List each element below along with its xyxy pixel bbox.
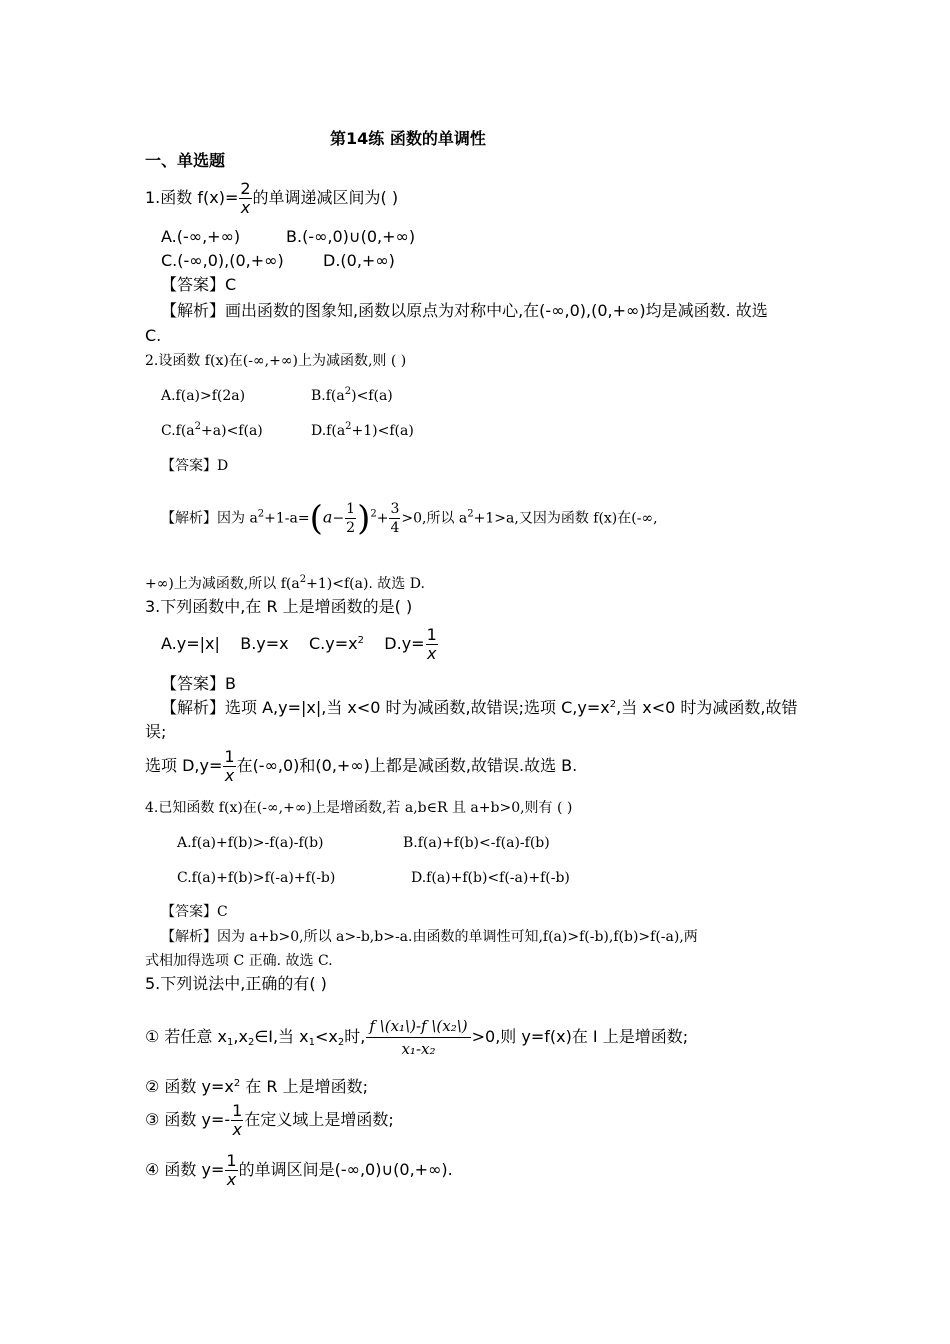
left-paren-icon: ( (309, 498, 323, 539)
q1-frac-num: 2 (240, 179, 251, 198)
q1-stem-prefix: 1.函数 f(x)= (145, 188, 239, 207)
q2-option-b (311, 385, 393, 407)
q3-option-d (384, 625, 438, 663)
q5-s4-b: 的单调区间是(-∞,0)∪(0,+∞). (238, 1160, 453, 1179)
q1-option-a: A.(-∞,+∞) (161, 227, 241, 246)
q2-frac34-den: 4 (390, 520, 400, 536)
q2-optc-b: +a)<f(a) (201, 423, 263, 439)
q3-an-e: 在(-∞,0)和(0,+∞)上都是减函数,故错误.故选 B. (236, 756, 578, 775)
q4-answer: 【答案】C (161, 904, 228, 920)
q2-frac34-num: 3 (390, 501, 400, 517)
q4-option-c: C.f(a)+f(b)>f(-a)+f(-b) (177, 870, 336, 886)
q5-stem: 5.下列说法中,正确的有( ) (145, 974, 327, 993)
q2-analysis-line1 (161, 500, 658, 537)
q4-analysis-line2: 式相加得选项 C 正确. 故选 C. (145, 953, 333, 969)
q5-s1-a: ① 若任意 x (145, 1027, 227, 1046)
q2-optd-b: +1)<f(a) (351, 423, 414, 439)
q1-stem-suffix: 的单调递减区间为( ) (252, 188, 399, 207)
q5-statement-4 (145, 1152, 453, 1189)
q3-an-d: 选项 D,y= (145, 756, 223, 775)
q2-option-c (161, 420, 263, 442)
q5-s4-num: 1 (226, 1151, 237, 1170)
q3-options (161, 626, 439, 663)
q3-option-b: B.y=x (240, 634, 289, 653)
q2-an-sq1: 2 (257, 508, 265, 520)
q5-s2-a: ② 函数 y=x (145, 1077, 234, 1096)
q2-paren-a: a (322, 507, 333, 527)
q2-optb-a: B.f(a (311, 388, 345, 404)
q1-stem (145, 180, 398, 217)
q5-s2-b: 在 R 上是增函数; (240, 1077, 369, 1096)
q5-statement-3 (145, 1102, 394, 1139)
q3-an-sq: 2 (609, 699, 617, 710)
q1-analysis-line2: C. (145, 326, 162, 345)
q5-s1-e: 时, (344, 1027, 366, 1046)
q5-s1-fraction (366, 1015, 470, 1060)
q1-frac-den: x (240, 198, 251, 217)
q3-an-b: ,当 x<0 时为减函数,故错 (616, 698, 798, 717)
q5-statement-2 (145, 1076, 368, 1098)
q5-s1-b: ,x (233, 1027, 248, 1046)
q2-an-c: >0,所以 a (401, 510, 468, 527)
q1-option-c: C.(-∞,0),(0,+∞) (161, 251, 284, 270)
q2-half-den: 2 (346, 520, 356, 536)
section-heading: 一、单选题 (145, 151, 226, 170)
q5-s1-d: <x (315, 1027, 338, 1046)
q2-optb-b: )<f(a) (351, 388, 393, 404)
q5-s3-a: ③ 函数 y=- (145, 1110, 231, 1129)
q2-an-sq3: 2 (299, 574, 307, 585)
q2-half-num: 1 (346, 501, 356, 517)
q3-optc-a: C.y=x (308, 634, 358, 653)
q2-option-a: A.f(a)>f(2a) (161, 388, 246, 404)
q3-optd-num: 1 (426, 625, 437, 644)
q2-plus: + (376, 510, 389, 527)
q2-analysis-line2 (145, 573, 425, 595)
q3-analysis-line1 (161, 697, 798, 719)
q3-an-den: x (224, 766, 235, 785)
q5-s4-a: ④ 函数 y= (145, 1160, 225, 1179)
q2-option-d (311, 420, 414, 442)
q1-option-b: B.(-∞,0)∪(0,+∞) (286, 227, 416, 246)
q3-optc-sq: 2 (357, 635, 364, 646)
q3-an-num: 1 (224, 747, 235, 766)
q2-an-sq2: 2 (467, 508, 474, 520)
q5-s1-sub2: 2 (247, 1037, 255, 1048)
q3-an-a: 【解析】选项 A,y=|x|,当 x<0 时为减函数,故错误;选项 C,y=x (161, 698, 610, 717)
q3-an-frac (223, 748, 235, 785)
q5-s1-den: x₁-x₂ (401, 1040, 436, 1058)
q5-s1-f: >0,则 y=f(x)在 I 上是增函数; (471, 1027, 689, 1046)
right-paren-icon: ) (357, 498, 371, 539)
q4-option-b: B.f(a)+f(b)<-f(a)-f(b) (403, 835, 550, 851)
q5-s1-num: f \(x₁\)-f \(x₂\) (366, 1015, 470, 1038)
q2-optb-sq: 2 (344, 386, 352, 397)
q1-fraction (239, 180, 251, 217)
q3-analysis-line3 (145, 748, 577, 785)
q5-s3-frac (231, 1102, 243, 1139)
q3-optd-den: x (426, 644, 437, 663)
q3-answer: 【答案】B (161, 674, 236, 693)
q2-optd-a: D.f(a (311, 423, 346, 439)
q2-an-f: +1)<f(a). 故选 D. (306, 576, 425, 592)
q5-s3-den: x (232, 1120, 242, 1139)
q2-half-fraction (345, 500, 356, 537)
q1-analysis-line1: 【解析】画出函数的图象知,函数以原点为对称中心,在(-∞,0),(0,+∞)均是减函数. 故选 (161, 301, 768, 320)
q5-s1-sub1: 1 (227, 1037, 234, 1048)
q4-option-a: A.f(a)+f(b)>-f(a)-f(b) (177, 835, 324, 851)
q5-s3-b: 在定义域上是增函数; (244, 1110, 394, 1129)
q2-paren-minus: − (332, 510, 345, 527)
q2-stem: 2.设函数 f(x)在(-∞,+∞)上为减函数,则 ( ) (145, 353, 407, 369)
q4-stem: 4.已知函数 f(x)在(-∞,+∞)上是增函数,若 a,b∈R 且 a+b>0,则有 ( ) (145, 800, 573, 816)
q5-statement-1 (145, 1015, 688, 1060)
q5-s1-sub4: 2 (337, 1037, 345, 1048)
q2-optd-sq: 2 (345, 421, 352, 432)
q2-an-d: +1>a,又因为函数 f(x)在(-∞, (473, 510, 658, 527)
q2-paren-sq: 2 (370, 508, 377, 520)
q2-answer: 【答案】D (161, 458, 229, 474)
q3-optd-frac (426, 626, 438, 663)
q3-analysis-line2: 误; (145, 722, 167, 741)
q5-s1-sub3: 1 (308, 1037, 315, 1048)
q5-s3-num: 1 (232, 1101, 243, 1120)
q3-optd-a: D.y= (384, 634, 425, 653)
q2-an-e: +∞)上为减函数,所以 f(a (145, 576, 300, 592)
q2-an-a: 【解析】因为 a (161, 510, 258, 527)
q4-analysis-line1: 【解析】因为 a+b>0,所以 a>-b,b>-a.由函数的单调性可知,f(a)>f(-b),f(b)>f(-a),两 (161, 929, 698, 945)
q1-option-d: D.(0,+∞) (323, 251, 395, 270)
q2-an-b: +1-a= (264, 510, 310, 527)
q5-s4-frac (225, 1152, 237, 1189)
q5-s1-c: ∈I,当 x (254, 1027, 309, 1046)
q3-stem: 3.下列函数中,在 R 上是增函数的是( ) (145, 597, 413, 616)
q4-option-d: D.f(a)+f(b)<f(-a)+f(-b) (411, 870, 570, 886)
page-title: 第14练 函数的单调性 (330, 129, 486, 148)
q2-optc-a: C.f(a (161, 423, 195, 439)
q2-frac34 (389, 500, 400, 537)
q3-option-c (309, 634, 364, 653)
q5-s4-den: x (226, 1170, 237, 1189)
q2-optc-sq: 2 (194, 421, 202, 432)
q3-option-a: A.y=|x| (161, 634, 220, 653)
q5-s2-sq: 2 (233, 1078, 241, 1089)
q1-answer: 【答案】C (161, 275, 237, 294)
